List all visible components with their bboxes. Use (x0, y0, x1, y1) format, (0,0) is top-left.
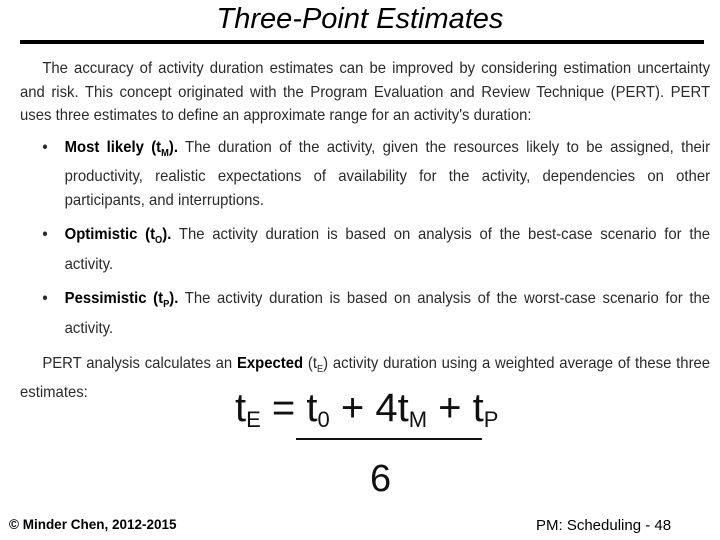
slide-title: Three-Point Estimates (216, 3, 504, 35)
list-item-optimistic (20, 223, 710, 276)
definition-text: The activity duration is based on analysis of the worst-case scenario for the activity. (64, 290, 711, 338)
title-divider (20, 40, 704, 44)
closing-paragraph: PERT analysis calculates an Expected $(t_E)$ activity duration using a weighted average of these three estimates: (20, 354, 711, 402)
pert-formula-denominator: 6 (370, 458, 392, 500)
term-most-likely: Most likely $(t_M)$. (64, 138, 178, 159)
definition-text: The activity duration is based on analysis of the best-case scenario for the activity. (64, 226, 711, 273)
slide-number-footer: PM: Scheduling - 48 (536, 517, 672, 534)
term-optimistic: Optimistic $(t_O)$. (64, 226, 172, 247)
definition-text: The duration of the activity, given the resources likely to be assigned, their productivity, realistic expectations of availability for the activity, dependencies on other participants, and interruptions. (64, 138, 711, 209)
list-item-most-likely (20, 136, 710, 213)
intro-paragraph: The accuracy of activity duration estimates can be improved by considering estimation uncertainty and risk. This concept originated with the Program Evaluation and Review Technique (PERT). PERT uses three estimates to define an approximate range for an activity's duration: (20, 60, 711, 124)
bullet-marker: • (42, 138, 48, 156)
fraction-bar (296, 438, 482, 440)
pert-formula-numerator: $t_E = t_0 + 4t_M + t_P$ (235, 386, 499, 432)
term-pessimistic: Pessimistic $(t_P)$. (64, 290, 179, 311)
bullet-marker: • (42, 226, 48, 244)
estimate-list (20, 136, 710, 341)
copyright-footer: © Minder Chen, 2012-2015 (9, 517, 177, 532)
bullet-marker: • (42, 290, 48, 308)
term-expected: Expected (236, 354, 304, 372)
list-item-pessimistic (20, 287, 710, 340)
slide-body (20, 57, 710, 405)
